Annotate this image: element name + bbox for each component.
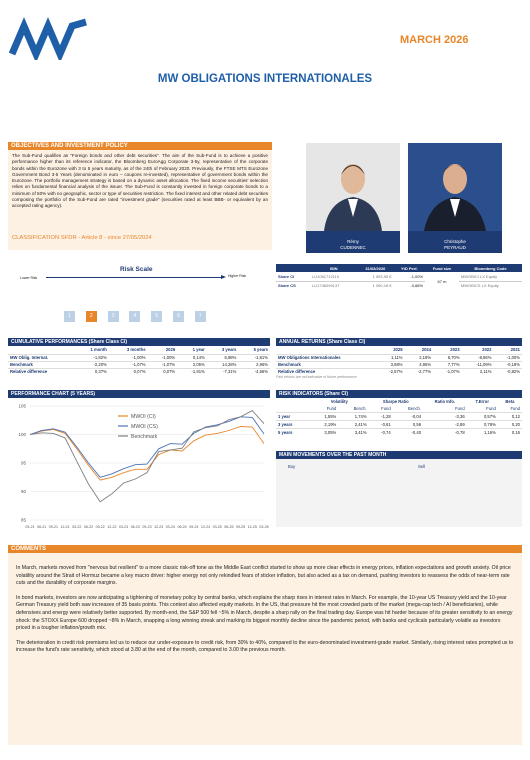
risk-cell: 3,05%: [324, 429, 337, 435]
x-tick-label: 09-21: [48, 525, 59, 529]
share-col-date: 31/03/2026: [365, 265, 386, 271]
y-tick-label: 105: [18, 403, 26, 409]
annual-col-header: 2023: [450, 347, 460, 353]
annual-cell: 2,18%: [419, 355, 432, 360]
cumulative-cell: -4,56%: [254, 369, 268, 375]
annual-cell: 3,68%: [390, 362, 403, 367]
cumulative-cell: -7,31%: [223, 369, 237, 375]
arrow-right-icon: [221, 275, 226, 279]
chart-heading: PERFORMANCE CHART (5 YEARS): [8, 390, 270, 398]
risk-cell: -0,61: [381, 421, 391, 427]
annual-cell: -0,18%: [506, 362, 520, 367]
legend-label: MWOI (CS): [131, 424, 158, 430]
cumulative-col-header: 5 years: [253, 347, 268, 353]
risk-cell: 0,57%: [483, 413, 496, 419]
cumulative-cell: -1,91%: [191, 369, 205, 375]
risk-level-box: 6: [173, 311, 184, 322]
legend-label: MWOI (CI): [131, 414, 156, 420]
performance-chart-section: [8, 390, 270, 543]
cumulative-cell: -1,82%: [93, 355, 107, 360]
share-isin: LU1061712110: [312, 273, 340, 279]
risk-level-box: 1: [64, 311, 75, 322]
cumulative-row-label: MW Oblig. Internat.: [10, 355, 49, 360]
annual-cell: 6,70%: [447, 355, 460, 360]
annual-cell: 4,95%: [419, 362, 432, 367]
x-tick-label: 06-21: [37, 525, 47, 529]
x-tick-label: 12-23: [154, 525, 164, 529]
annual-cell: -2,77%: [417, 369, 432, 375]
risk-cell: 0,56: [412, 421, 422, 427]
risk-indicators-heading: RISK INDICATORS (Share CI): [276, 390, 522, 398]
risk-sub-row: [276, 405, 522, 412]
cumulative-cell: 0,07%: [163, 369, 176, 375]
share-col-ytd: YtD Perf.: [400, 265, 418, 271]
x-tick-label: 09-25: [235, 525, 246, 529]
share-col-size: Fund size: [432, 265, 452, 271]
movements-sell-label: Sell: [418, 464, 425, 469]
risk-row: [276, 420, 522, 428]
x-tick-label: 12-22: [107, 525, 117, 529]
share-table: [276, 264, 522, 290]
company-logo: [8, 16, 90, 60]
x-tick-label: 03-23: [118, 525, 129, 529]
risk-sub-header: Fund: [510, 405, 520, 411]
objectives-heading: OBJECTIVES AND INVESTMENT POLICY: [8, 142, 272, 150]
cumulative-col-header: 2026: [165, 347, 176, 353]
risk-sub-header: Fund: [455, 405, 465, 411]
risk-level-box: 3: [108, 311, 119, 322]
comments-panel: [8, 545, 522, 745]
risk-group-header: Volatility: [330, 399, 348, 404]
cumulative-cell: 0,37%: [94, 369, 107, 375]
risk-scale-title: Risk Scale: [120, 266, 153, 273]
x-tick-label: 03-22: [72, 525, 82, 529]
objectives-text: The Sub-Fund qualifies as "Foreign bonds and other debt securities". The aim of the Sub-Fund is to achieve a positive performance higher than its reference indicator, the Bloomberg EuroAgg Corporate 3-5y, representative of the corporate bonds within the Eurozone with 3 to 5 years maturity, as of the 24th of February 2020. Previously, the FTSE MTS Eurozone Government Bond 3-5 Years (denominated in euro – coupons re-invested), representative of government bonds within the Eurozone. The portfolio management strategy is based on a dynamic asset allocation. The fixed income securities' selection relies on fundamental financial analysis of the issuer. The Sub-Fund is constantly invested in foreign corporate bonds to a minimum of 50% with no geographic, sector or type of securities restriction. The fixed interest and other related debt securities composing the portfolio of the Sub-Fund are rated "investment grade" (securities rated at least BBB- or equivalent by an accepted rating agency).: [12, 153, 269, 209]
risk-cell: -1,28: [381, 413, 391, 419]
risk-sub-header: Bench.: [353, 405, 367, 411]
annual-row: [276, 368, 522, 375]
y-tick-label: 90: [20, 489, 26, 494]
share-row: [276, 272, 522, 281]
risk-cell: 2,41%: [354, 421, 367, 427]
manager-photo-1: [306, 143, 400, 231]
cumulative-cell: 6,98%: [224, 355, 237, 360]
risk-row: [276, 428, 522, 436]
annual-cell: -1,00%: [506, 355, 520, 360]
comment-paragraph: In March, markets moved from "nervous but resilient" to a more classic risk-off tone as the Middle East conflict started to show up more clear effects in energy prices, inflation expectations and growth anxiety. Oil price volatility around the Strait of Hormuz became a key macro driver: higher energy not only rekindled fears of sticker inflation, but also acted as a tax on demand, pushing investors to reassess the odds of near-term rate cuts and the durability of corporate margins.: [16, 565, 511, 587]
x-tick-label: 03-24: [165, 525, 176, 529]
x-tick-label: 06-25: [224, 525, 234, 529]
risk-row-label: 5 years: [278, 429, 293, 435]
sfdr-classification: CLASSIFICATION SFDR - Article 8 - since 27/05/2024: [12, 235, 152, 241]
risk-group-header: T.Error: [475, 399, 489, 404]
main-movements: [276, 451, 522, 527]
manager-card-1: [306, 143, 400, 253]
cumulative-row: [8, 368, 270, 375]
risk-sub-header: Bench.: [408, 405, 422, 411]
cumulative-header-row: [8, 346, 270, 354]
cumulative-row-label: Benchmark: [10, 362, 33, 367]
cumulative-col-header: 3 months: [126, 347, 146, 353]
risk-arrow-line: [46, 277, 224, 278]
x-tick-label: 03-21: [25, 525, 35, 529]
share-ytd: -0,88%: [410, 283, 424, 289]
x-tick-label: 12-25: [247, 525, 257, 529]
annual-note: Past returns are not indicative of future performance: [276, 375, 357, 379]
risk-cell: 1,74%: [354, 413, 367, 419]
cumulative-cell: -1,61%: [254, 355, 268, 360]
share-code: MWOBICI LX Equity: [460, 273, 498, 279]
risk-sub-header: Fund: [326, 405, 337, 411]
risk-cell: -0,40: [411, 429, 422, 435]
annual-cell: -11,09%: [476, 362, 492, 367]
comment-paragraph: The deterioration in credit risk premiums led us to reduce our under-exposure to credit risk, from 30% to 40%, compared to the euro-denominated investment-grade market. Similarly, rising interest rates prompted us to increase the fund's rate sensitivity, which stood at 3.80 at the end of the month, compared to 3.00 the previous month.: [16, 639, 514, 654]
annual-cell: -1,07%: [446, 369, 460, 375]
risk-row: [276, 412, 522, 420]
risk-sub-header: Fund: [486, 405, 496, 411]
share-nav: 1 050,18 €: [372, 283, 392, 289]
risk-scale: [8, 262, 272, 332]
cumulative-cell: -1,00%: [161, 355, 176, 360]
movements-buy-label: Buy: [288, 464, 296, 469]
risk-cell: -0,04: [411, 413, 422, 419]
manager-2-last: PEYRAUD: [444, 244, 466, 250]
risk-cell: 1,16%: [483, 429, 496, 435]
cumulative-cell: -1,07%: [132, 362, 146, 367]
x-tick-label: 09-23: [142, 525, 152, 529]
risk-group-row: [276, 398, 522, 405]
risk-level-box: 7: [195, 311, 206, 322]
cumulative-cell: -1,07%: [161, 362, 176, 367]
x-tick-label: 12-24: [200, 525, 211, 529]
performance-chart: [8, 398, 270, 538]
annual-row-label: MW Obligations Internationales: [278, 355, 341, 360]
x-tick-label: 06-24: [177, 525, 187, 529]
manager-1-first: Rémy: [347, 239, 359, 244]
risk-cell: 0,20: [511, 421, 520, 427]
cumulative-row-label: Relative difference: [10, 369, 48, 375]
cumulative-col-header: 1 month: [90, 347, 107, 353]
y-tick-label: 95: [20, 460, 26, 466]
share-ytd: -1,00%: [410, 273, 424, 279]
risk-cell: 0,12: [511, 413, 520, 419]
cumulative-cell: -2,20%: [93, 362, 107, 367]
cumulative-row: [8, 361, 270, 368]
share-label: Share CI: [278, 273, 295, 279]
risk-cell: 3,41%: [354, 429, 367, 435]
share-col-code: Bloomberg Code: [474, 265, 507, 271]
x-tick-label: 06-22: [83, 525, 94, 529]
annual-col-header: 2022: [482, 347, 492, 353]
risk-cell: -0,74: [381, 429, 391, 435]
risk-indicators: [276, 390, 522, 436]
y-tick-label: 100: [18, 432, 26, 437]
risk-level-box: 4: [129, 311, 140, 322]
cumulative-performance: [8, 338, 270, 375]
share-isin: LU1746099137: [312, 283, 340, 289]
x-tick-label: 03-25: [212, 525, 222, 529]
annual-col-header: 2021: [510, 347, 520, 353]
risk-cell: 1,55%: [324, 413, 337, 419]
risk-level-box-selected: 2: [86, 311, 97, 322]
share-nav: 1 593,95 €: [372, 273, 392, 279]
annual-cell: 7,77%: [447, 362, 460, 367]
risk-row-label: 3 years: [278, 421, 293, 427]
cumulative-col-header: 3 years: [221, 347, 237, 353]
cumulative-cell: 2,96%: [256, 362, 268, 367]
annual-header-row: [276, 346, 522, 354]
comments-heading: COMMENTS: [8, 545, 522, 553]
annual-cell: 2,11%: [479, 369, 492, 375]
risk-group-header: Ratio Info.: [434, 399, 456, 404]
cumulative-cell: 0,07%: [133, 369, 146, 375]
annual-row-label: Benchmark: [278, 362, 301, 367]
share-code: MWOBICS LX Equity: [460, 283, 499, 289]
risk-cell: -3,36: [455, 413, 465, 419]
annual-row: [276, 354, 522, 361]
cumulative-cell: 0,14%: [192, 355, 205, 360]
x-tick-label: 09-22: [95, 525, 105, 529]
manager-photo-2: [408, 143, 502, 231]
annual-cell: 1,11%: [390, 355, 403, 360]
manager-card-2: [408, 143, 502, 253]
annual-row-label: Relative difference: [278, 369, 316, 375]
share-label: Share CS: [278, 283, 296, 289]
risk-level-box: 5: [151, 311, 162, 322]
y-tick-label: 85: [20, 517, 26, 523]
risk-group-header: Sharpe Ratio: [382, 399, 409, 404]
cumulative-col-header: 1 year: [192, 347, 205, 353]
report-month: MARCH 2026: [400, 34, 469, 46]
annual-cell: -0,82%: [506, 369, 520, 375]
risk-cell: 2,19%: [324, 421, 337, 427]
share-col-isin: ISIN: [329, 265, 338, 271]
manager-2-first: Christophe: [444, 239, 466, 244]
x-tick-label: 06-23: [130, 525, 140, 529]
cumulative-heading: CUMULATIVE PERFORMANCES (Share Class CI): [8, 338, 270, 346]
annual-cell: -2,57%: [389, 369, 403, 375]
movements-heading: MAIN MOVEMENTS OVER THE PAST MONTH: [276, 451, 522, 459]
risk-cell: 0,79%: [483, 421, 496, 427]
risk-sub-header: Fund: [381, 405, 391, 411]
manager-1-last: CUDENNEC: [340, 244, 366, 250]
risk-cell: -2,89: [455, 421, 465, 427]
annual-row: [276, 361, 522, 368]
risk-cell: -0,78: [455, 429, 465, 435]
cumulative-row: [8, 354, 270, 361]
legend-label: Benchmark: [131, 434, 158, 440]
annual-heading: ANNUAL RETURNS (Share Class CI): [276, 338, 522, 346]
cumulative-cell: 14,28%: [222, 362, 237, 367]
risk-lower-label: Lower Risk: [20, 276, 38, 280]
x-tick-label: 12-21: [60, 525, 70, 529]
cumulative-cell: -1,00%: [132, 355, 146, 360]
risk-cell: 0,16: [511, 429, 520, 435]
cumulative-cell: 2,05%: [192, 362, 205, 367]
annual-cell: -8,96%: [478, 355, 492, 360]
risk-higher-label: Higher Risk: [228, 274, 247, 278]
fund-title: MW OBLIGATIONS INTERNATIONALES: [157, 73, 373, 85]
annual-col-header: 2025: [393, 347, 403, 353]
annual-col-header: 2024: [421, 347, 432, 353]
annual-returns: [276, 338, 522, 379]
comment-paragraph: In bond markets, investors are now anticipating a tightening of monetary policy by central banks, which explains the sharp rises in interest rates in March. For example, the 10-year US Treasury yield and the 10-year German Treasury yield both saw increases of 35 basis points. This context also affected equity markets. In the US, that pressure hit the most crowded parts of the market (mega-cap tech / AI beneficiaries), while defensives and energy were relatively better supported. By month-end, the S&P 500 fell ~5% in March, despite a sharp rally on the final trading day. Europe was hit harder because of its greater sensitivity to an energy shock: the STOXX Europe 600 dropped ~8% in March, snapping a long winning streak and marking its biggest monthly decline since the pandemic period, with banks and cyclicals particularly volatile as investors priced in a tougher inflation/growth mix.: [16, 594, 513, 632]
risk-row-label: 1 year: [278, 413, 291, 419]
fund-size: 67 m: [437, 278, 447, 284]
x-tick-label: 09-24: [189, 525, 199, 529]
x-tick-label: 03-26: [259, 525, 269, 529]
risk-group-header: Beta: [505, 399, 515, 404]
share-row: [276, 281, 522, 290]
